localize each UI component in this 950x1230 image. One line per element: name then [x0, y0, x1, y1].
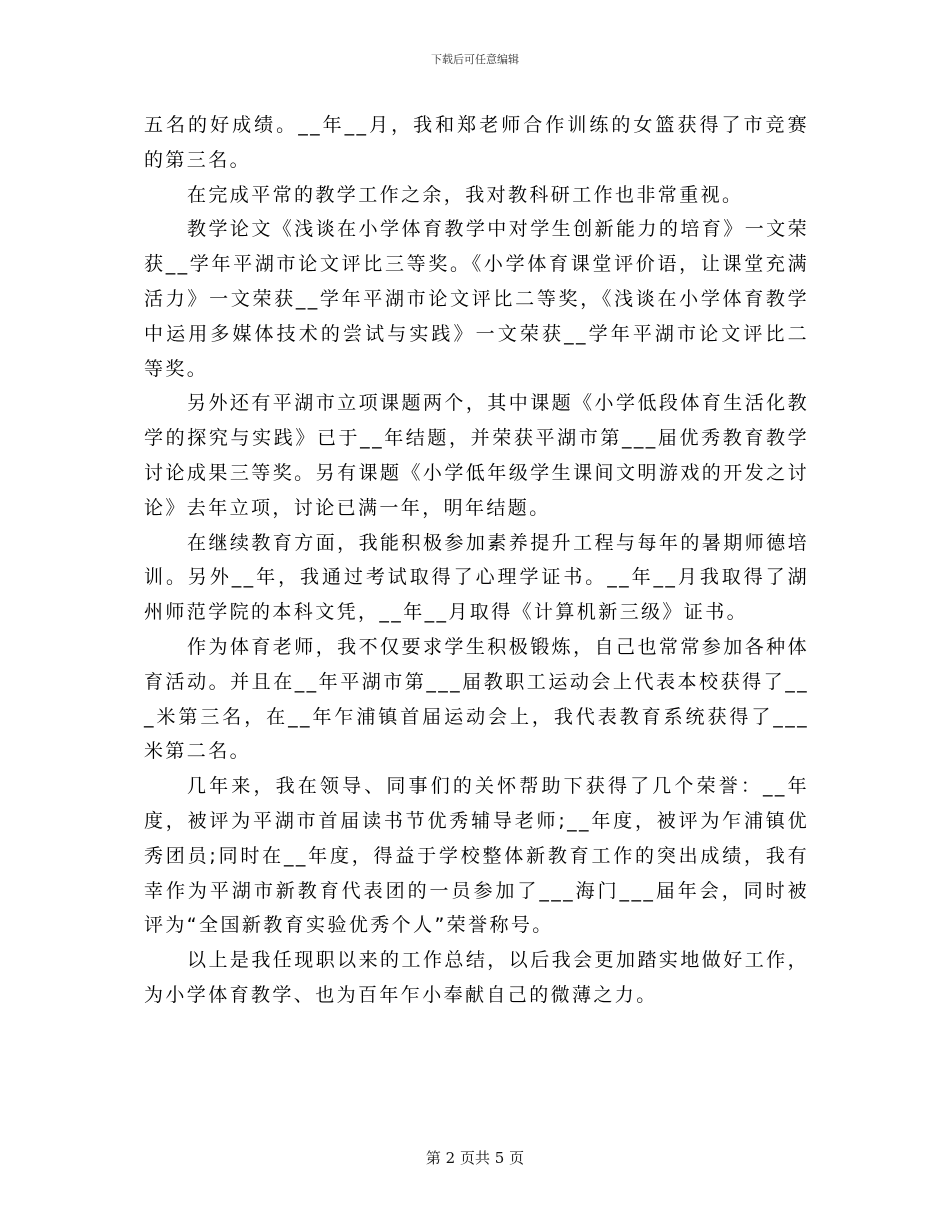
paragraph: 另外还有平湖市立项课题两个，其中课题《小学低段体育生活化教学的探究与实践》已于__年结题，并荣获平湖市第___届优秀教育教学讨论成果三等奖。另有课题《小学低年级学生课间文明游戏的开发之讨论》去年立项，讨论已满一年，明年结题。 [144, 392, 809, 519]
page-header: 下载后可任意编辑 [431, 53, 519, 66]
document-body [144, 108, 809, 1013]
paragraph: 以上是我任现职以来的工作总结，以后我会更加踏实地做好工作，为小学体育教学、也为百年乍小奉献自己的微薄之力。 [144, 949, 809, 1006]
paragraph: 五名的好成绩。__年__月，我和郑老师合作训练的女篮获得了市竞赛的第三名。 [144, 114, 809, 171]
page-number: 第 2 页共 5 页 [425, 1149, 525, 1167]
paragraph: 作为体育老师，我不仅要求学生积极锻炼，自己也常常参加各种体育活动。并且在__年平湖市第___届教职工运动会上代表本校获得了___米第三名，在__年乍浦镇首届运动会上，我代表教育系统获得了___米第二名。 [144, 635, 809, 763]
paragraph: 几年来，我在领导、同事们的关怀帮助下获得了几个荣誉：__年度，被评为平湖市首届读书节优秀辅导老师;__年度，被评为乍浦镇优秀团员;同时在__年度，得益于学校整体新教育工作的突出成绩，我有幸作为平湖市新教育代表团的一员参加了___海门___届年会，同时被评为“全国新教育实验优秀个人”荣誉称号。 [144, 775, 809, 937]
paragraph: 教学论文《浅谈在小学体育教学中对学生创新能力的培育》一文荣获__学年平湖市论文评比三等奖。《小学体育课堂评价语，让课堂充满活力》一文荣获__学年平湖市论文评比二等奖，《浅谈在小学体育教学中运用多媒体技术的尝试与实践》一文荣获__学年平湖市论文评比二等奖。 [144, 218, 809, 380]
paragraph: 在继续教育方面，我能积极参加素养提升工程与每年的暑期师德培训。另外__年，我通过考试取得了心理学证书。__年__月我取得了湖州师范学院的本科文凭，__年__月取得《计算机新三级》证书。 [144, 531, 809, 624]
paragraph: 在完成平常的教学工作之余，我对教科研工作也非常重视。 [187, 183, 744, 206]
